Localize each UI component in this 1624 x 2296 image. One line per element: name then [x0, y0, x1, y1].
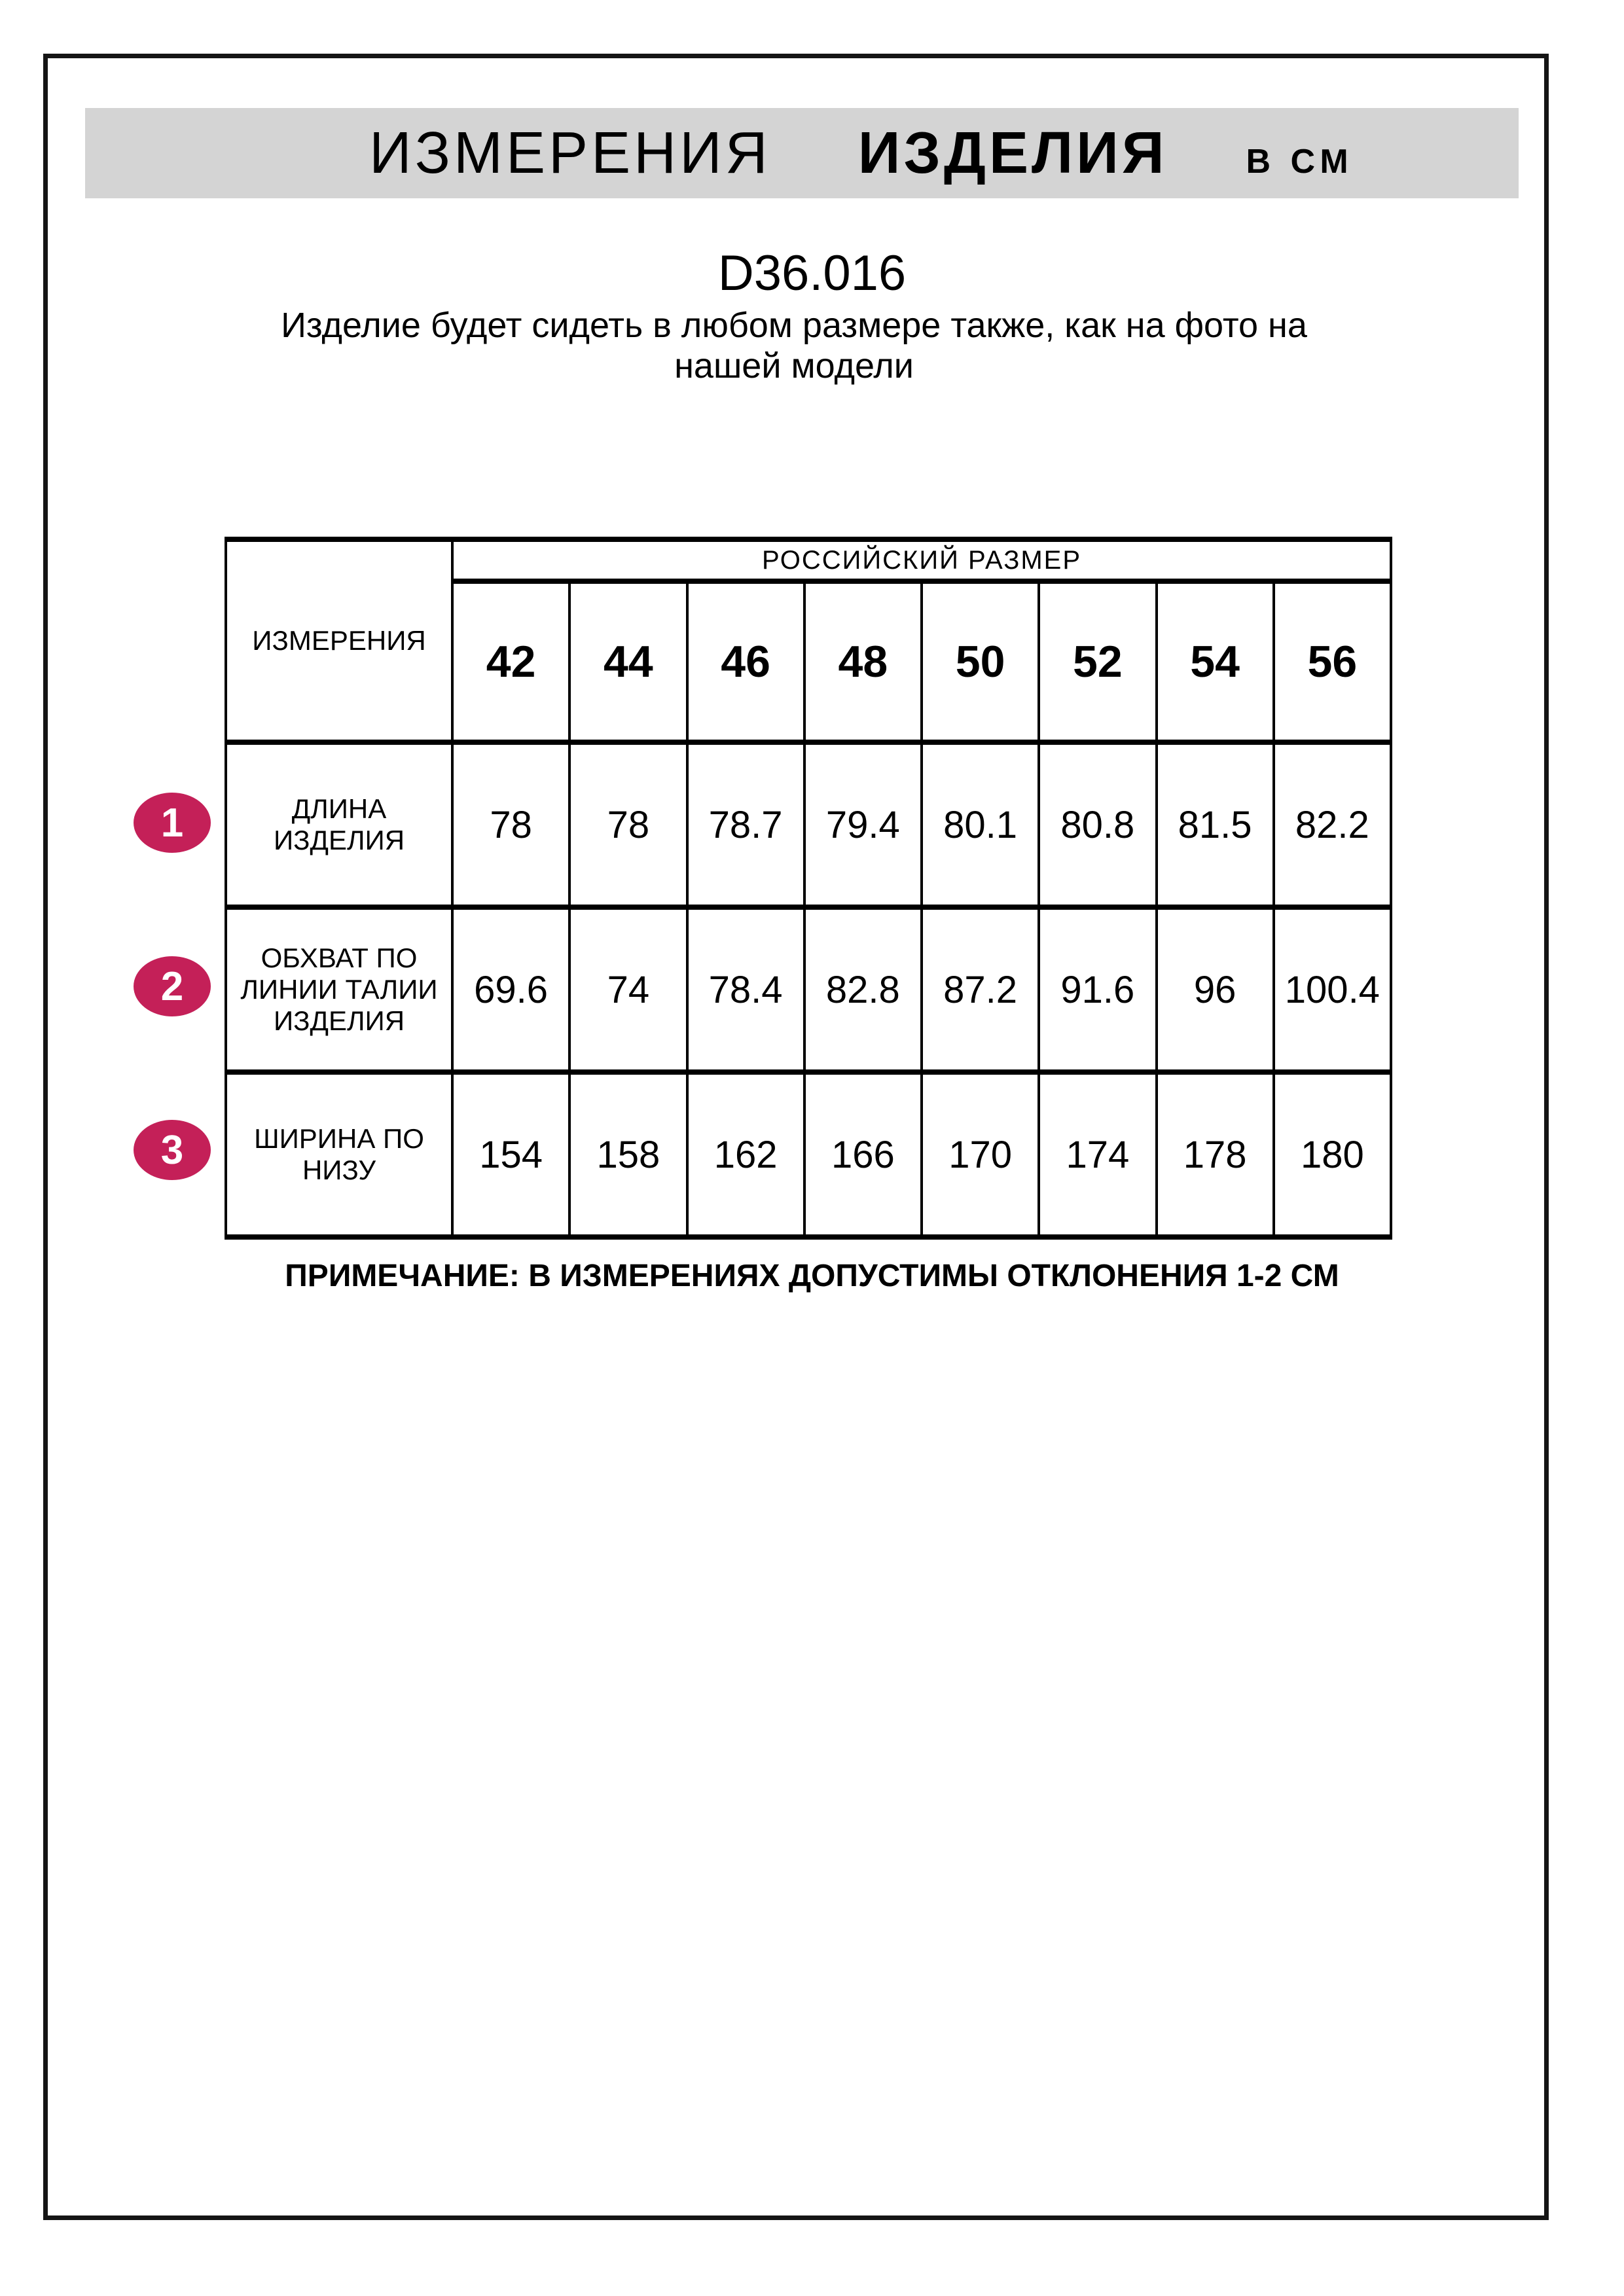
row-number-badge: 2	[134, 956, 211, 1016]
title-word-measurements: ИЗМЕРЕНИЯ	[369, 120, 771, 186]
value-cell: 78	[569, 742, 687, 907]
value-cell: 82.2	[1274, 742, 1391, 907]
size-header-cell: 52	[1039, 581, 1156, 742]
value-cell: 170	[922, 1072, 1039, 1237]
description-line-1: Изделие будет сидеть в любом размере также, как на фото на	[281, 306, 1307, 345]
value-cell: 180	[1274, 1072, 1391, 1237]
table-row-bottom-width	[226, 1072, 1391, 1237]
measurement-label: ОБХВАТ ПО ЛИНИИ ТАЛИИ ИЗДЕЛИЯ	[226, 907, 452, 1072]
value-cell: 100.4	[1274, 907, 1391, 1072]
model-code: D36.016	[717, 245, 907, 301]
description-line-2: нашей модели	[674, 346, 914, 386]
group-header: РОССИЙСКИЙ РАЗМЕР	[452, 539, 1391, 581]
corner-header: ИЗМЕРЕНИЯ	[226, 539, 452, 742]
value-cell: 158	[569, 1072, 687, 1237]
value-cell: 174	[1039, 1072, 1156, 1237]
value-cell: 91.6	[1039, 907, 1156, 1072]
size-header-cell: 42	[452, 581, 569, 742]
size-header-cell: 54	[1157, 581, 1274, 742]
value-cell: 154	[452, 1072, 569, 1237]
row-number-badge: 1	[134, 793, 211, 853]
value-cell: 74	[569, 907, 687, 1072]
value-cell: 80.8	[1039, 742, 1156, 907]
value-cell: 78.7	[687, 742, 804, 907]
size-table	[225, 537, 1392, 1240]
size-header-cell: 48	[804, 581, 922, 742]
note: ПРИМЕЧАНИЕ: В ИЗМЕРЕНИЯХ ДОПУСТИМЫ ОТКЛОНЕНИЯ 1-2 СМ	[285, 1259, 1339, 1293]
title-word-product: ИЗДЕЛИЯ	[857, 120, 1168, 186]
table-row-waist	[226, 907, 1391, 1072]
value-cell: 162	[687, 1072, 804, 1237]
description	[0, 305, 1588, 386]
title-band	[85, 108, 1519, 198]
size-header-cell: 44	[569, 581, 687, 742]
value-cell: 87.2	[922, 907, 1039, 1072]
title-unit: В СМ	[1246, 143, 1354, 181]
size-header-cell: 56	[1274, 581, 1391, 742]
value-cell: 178	[1157, 1072, 1274, 1237]
value-cell: 78	[452, 742, 569, 907]
row-number-badge: 3	[134, 1120, 211, 1180]
value-cell: 81.5	[1157, 742, 1274, 907]
value-cell: 69.6	[452, 907, 569, 1072]
value-cell: 80.1	[922, 742, 1039, 907]
value-cell: 78.4	[687, 907, 804, 1072]
value-cell: 82.8	[804, 907, 922, 1072]
table-row-length	[226, 742, 1391, 907]
value-cell: 96	[1157, 907, 1274, 1072]
value-cell: 79.4	[804, 742, 922, 907]
size-header-cell: 50	[922, 581, 1039, 742]
measurement-label: ШИРИНА ПО НИЗУ	[226, 1072, 452, 1237]
value-cell: 166	[804, 1072, 922, 1237]
measurement-label: ДЛИНА ИЗДЕЛИЯ	[226, 742, 452, 907]
size-header-cell: 46	[687, 581, 804, 742]
